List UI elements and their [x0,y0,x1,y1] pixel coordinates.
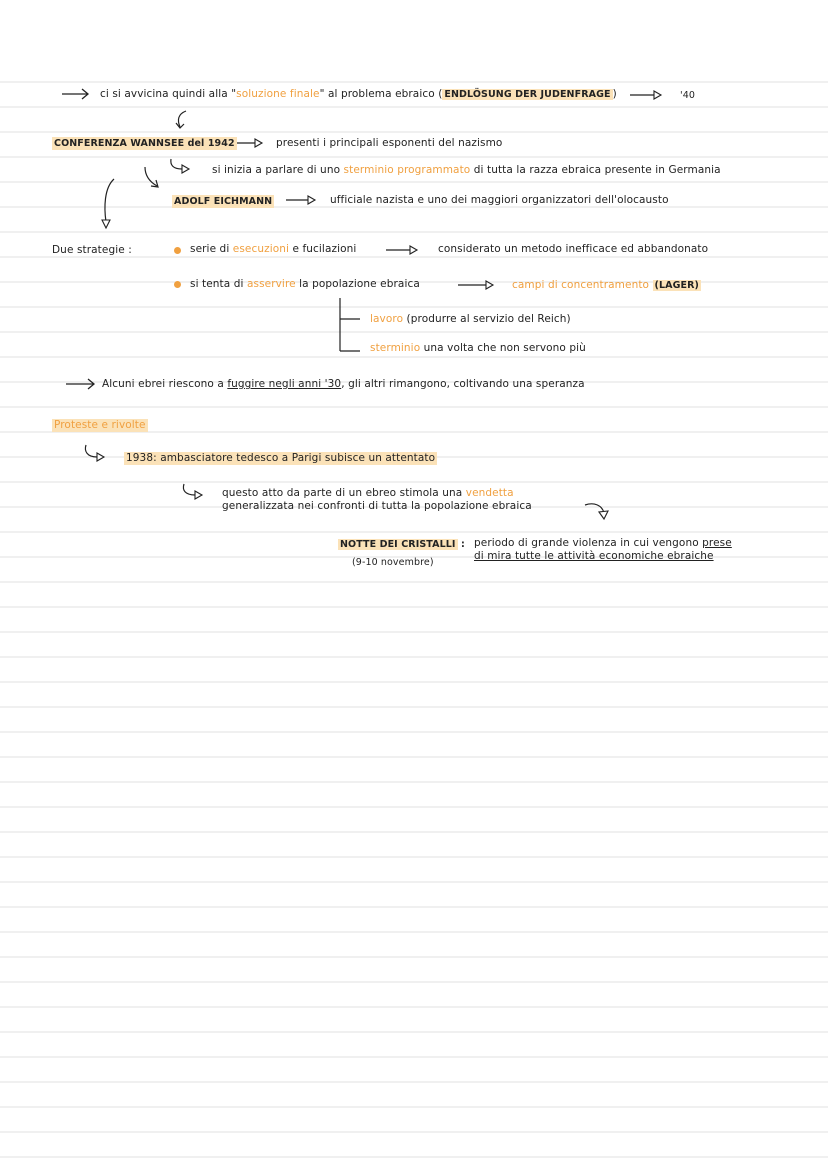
year-label: '40 [680,90,695,101]
arrow-right-icon [458,279,494,291]
eichmann-desc: ufficiale nazista e uno dei maggiori organizzatori dell'olocausto [330,194,669,206]
strategie-label: Due strategie : [52,244,132,256]
sterminio-post: di tutta la razza ebraica presente in Germania [470,164,721,176]
strategia-2-pre: si tenta di [190,278,247,290]
sterminio-line [212,164,721,177]
fuga-pre: Alcuni ebrei riescono a [102,378,228,390]
conferenza-title: CONFERENZA WANNSEE del 1942 [54,138,235,149]
branch-sterminio [370,342,586,355]
curved-arrow-right-icon [83,444,109,462]
conferenza-desc: presenti i principali esponenti del nazismo [276,137,503,149]
consequence-pre: questo atto da parte di un ebreo stimola una [222,487,466,499]
branch-bracket [338,298,362,354]
notte-desc-1 [474,537,732,550]
notte-title [338,538,465,551]
strategia-1-pre: serie di [190,243,233,255]
notte-desc-pre: periodo di grande violenza in cui vengono [474,537,703,549]
strategia-2-result [512,279,701,292]
strategia-1-post: e fucilazioni [289,243,357,255]
intro-text: ci si avvicina quindi alla " [100,88,237,100]
lavoro: lavoro [370,313,404,325]
strategia-2 [190,278,420,291]
curved-arrow-down-icon [142,166,164,192]
strategia-1 [190,243,356,256]
strategia-1-result: considerato un metodo inefficace ed abbandonato [438,243,709,255]
notte-desc-ul: prese [702,537,732,549]
notte-colon: : [457,539,465,550]
proteste-event: 1938: ambasciatore tedesco a Parigi subisce un attentato [126,452,436,464]
intro-text-2: " al problema ebraico ( [319,88,443,100]
arrow-right-icon [286,194,316,206]
bullet-dot [174,247,181,254]
lager-term: (LAGER) [654,280,699,291]
endlosung-term: ENDLÖSUNG DER JUDENFRAGE [444,89,611,100]
curved-arrow-right-icon [168,158,192,174]
curved-arrow-down-icon [584,502,610,520]
proteste-title: Proteste e rivolte [54,419,146,431]
bullet-dot [174,281,181,288]
arrow-right-icon [630,89,662,101]
fuga-line [102,378,585,391]
notte-desc-2: di mira tutte le attività economiche ebraiche [474,550,714,562]
arrow-right-icon [66,378,98,390]
curved-arrow-right-icon [181,483,207,501]
asservire: asservire [246,278,296,290]
long-curved-arrow-down-icon [98,178,120,230]
eichmann-name: ADOLF EICHMANN [174,196,273,207]
arrow-right-icon [386,244,418,256]
esecuzioni: esecuzioni [232,243,290,255]
sterminio-highlight: sterminio programmato [343,164,471,176]
branch-lavoro [370,313,571,326]
lavoro-desc: (produrre al servizio del Reich) [403,313,571,325]
consequence-line-1 [222,487,514,500]
strategia-2-post: la popolazione ebraica [295,278,420,290]
fuga-underline: fuggire negli anni '30 [227,378,342,390]
vendetta: vendetta [465,487,514,499]
intro-close: ) [612,88,617,100]
fuga-post: , gli altri rimangono, coltivando una speranza [341,378,585,390]
sterminio-pre: si inizia a parlare di uno [212,164,344,176]
curved-arrow-down-icon [174,110,188,130]
campi-concentramento: campi di concentramento [512,279,650,291]
sterminio: sterminio [370,342,421,354]
notte-dates: (9-10 novembre) [352,557,434,568]
consequence-line-2: generalizzata nei confronti di tutta la popolazione ebraica [222,500,532,512]
intro-line [100,88,617,101]
notte-title-text: NOTTE DEI CRISTALLI [340,539,456,550]
arrow-right-icon [233,137,263,149]
soluzione-finale: soluzione finale [236,88,320,100]
arrow-right-icon [62,88,92,100]
sterminio-desc: una volta che non servono più [420,342,586,354]
